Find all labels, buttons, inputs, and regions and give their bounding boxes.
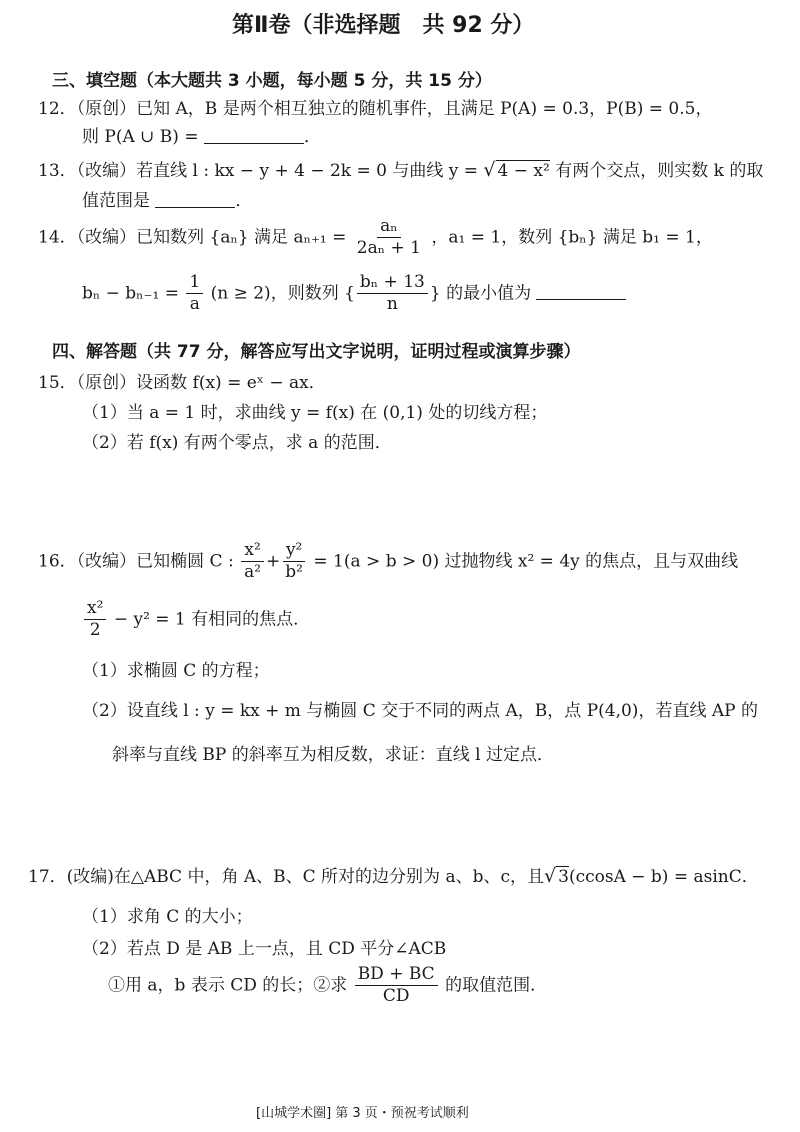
question-17-part-1: （1）求角 C 的大小； xyxy=(82,907,253,927)
question-14-text-a: 14．（改编）已知数列 {aₙ} 满足 aₙ₊₁ = xyxy=(38,227,347,248)
question-17-fraction xyxy=(355,964,438,1008)
fraction-denominator: 2aₙ + 1 xyxy=(356,238,421,259)
question-14-line-2 xyxy=(82,272,626,316)
question-17-radicand: 3 xyxy=(558,867,569,887)
section-heading-solutions: 四、解答题（共 77 分，解答应写出文字说明，证明过程或演算步骤） xyxy=(52,342,581,362)
question-13-line-2: 值范围是 ． xyxy=(82,191,253,211)
question-14-text-b: ，a₁ = 1，数列 {bₙ} 满足 b₁ = 1， xyxy=(431,227,713,248)
question-13-text-a: 13．（改编）若直线 l : kx − y + 4 − 2k = 0 与曲线 y = xyxy=(38,161,484,181)
fraction-numerator: 1 xyxy=(186,272,203,294)
fraction-numerator: x² xyxy=(241,540,263,562)
question-16-part-2-continued: 斜率与直线 BP 的斜率互为相反数，求证：直线 l 过定点． xyxy=(112,745,554,765)
fraction-numerator: y² xyxy=(283,540,305,562)
fraction-numerator: x² xyxy=(84,598,106,620)
question-13-radicand: 4 − x² xyxy=(497,161,550,181)
question-16-text-c: − y² = 1 有相同的焦点． xyxy=(113,609,311,630)
fraction-denominator: 2 xyxy=(89,620,101,641)
question-16-part-1: （1）求椭圆 C 的方程； xyxy=(82,661,270,681)
question-17-text-b: (ccosA − b) = asinC． xyxy=(568,867,759,887)
question-17-part-2: （2）若点 D 是 AB 上一点，且 CD 平分∠ACB xyxy=(82,939,447,959)
fraction-denominator: a² xyxy=(244,562,262,583)
question-13-prompt: 值范围是 xyxy=(82,191,150,211)
question-16-line-1 xyxy=(38,540,738,584)
question-14-line-1 xyxy=(38,216,713,260)
section-heading-fill-in: 三、填空题（本大题共 3 小题，每小题 5 分，共 15 分） xyxy=(52,71,492,91)
fraction-denominator: n xyxy=(386,294,398,315)
fraction-numerator: bₙ + 13 xyxy=(357,272,428,294)
question-16-fraction-2 xyxy=(282,540,306,584)
question-13-line-1: 13．（改编）若直线 l : kx − y + 4 − 2k = 0 与曲线 y = √ 4 − x² 有两个交点，则实数 k 的取 xyxy=(38,159,764,181)
question-12-prompt: 则 P(A ∪ B) = xyxy=(82,127,199,147)
question-14-fraction-3 xyxy=(357,272,428,316)
question-17-text-d: 的取值范围． xyxy=(445,975,548,996)
question-16-fraction-1 xyxy=(241,540,264,584)
question-17-line-1: 17．(改编)在△ABC 中，角 A、B、C 所对的边分别为 a、b、c，且√ 3(ccosA − b) = asinC． xyxy=(28,865,759,887)
question-14-text-d: (n ≥ 2)，则数列 { xyxy=(210,283,355,304)
question-12-line-1: 12．（原创）已知 A，B 是两个相互独立的随机事件，且满足 P(A) = 0.3，P(B) = 0.5， xyxy=(38,99,713,119)
fraction-numerator: BD + BC xyxy=(355,964,438,986)
question-15-line-1: 15．（原创）设函数 f(x) = eˣ − ax． xyxy=(38,373,326,393)
answer-blank-13 xyxy=(155,191,235,208)
question-12-line-2: 则 P(A ∪ B) = ． xyxy=(82,127,321,147)
question-14-text-c: bₙ − bₙ₋₁ = xyxy=(82,283,179,304)
question-16-line-2 xyxy=(82,598,310,642)
page-footer: [山城学术圈] 第 3 页・预祝考试顺利 xyxy=(256,1106,469,1121)
page-title: 第Ⅱ卷（非选择题 共 92 分） xyxy=(232,13,535,38)
answer-blank-14 xyxy=(536,283,626,300)
question-16-text-b: = 1(a > b > 0) 过抛物线 x² = 4y 的焦点，且与双曲线 xyxy=(313,551,739,572)
fraction-numerator: aₙ xyxy=(377,216,401,238)
question-17-text-a: 17．(改编)在△ABC 中，角 A、B、C 所对的边分别为 a、b、c，且 xyxy=(28,867,544,887)
question-13-text-b: 有两个交点，则实数 k 的取 xyxy=(549,161,764,181)
question-14-text-e: } 的最小值为 xyxy=(429,283,532,304)
fraction-denominator: b² xyxy=(285,562,303,583)
fraction-denominator: a xyxy=(189,294,200,315)
question-17-part-3 xyxy=(108,964,547,1008)
answer-blank-12 xyxy=(204,127,304,144)
question-14-fraction-1 xyxy=(354,216,424,260)
question-15-part-2: （2）若 f(x) 有两个零点，求 a 的范围． xyxy=(82,433,392,453)
question-16-text-a: 16．（改编）已知椭圆 C : xyxy=(38,551,234,572)
question-15-part-1: （1）当 a = 1 时，求曲线 y = f(x) 在 (0,1) 处的切线方程； xyxy=(82,403,548,423)
question-16-part-2: （2）设直线 l : y = kx + m 与椭圆 C 交于不同的两点 A，B，点 P(4,0)，若直线 AP 的 xyxy=(82,701,758,721)
question-17-text-c: ①用 a，b 表示 CD 的长；②求 xyxy=(108,975,348,996)
fraction-denominator: CD xyxy=(382,986,410,1007)
plus-sign: + xyxy=(266,551,281,572)
question-14-fraction-2 xyxy=(186,272,203,316)
question-16-fraction-3 xyxy=(84,598,106,642)
